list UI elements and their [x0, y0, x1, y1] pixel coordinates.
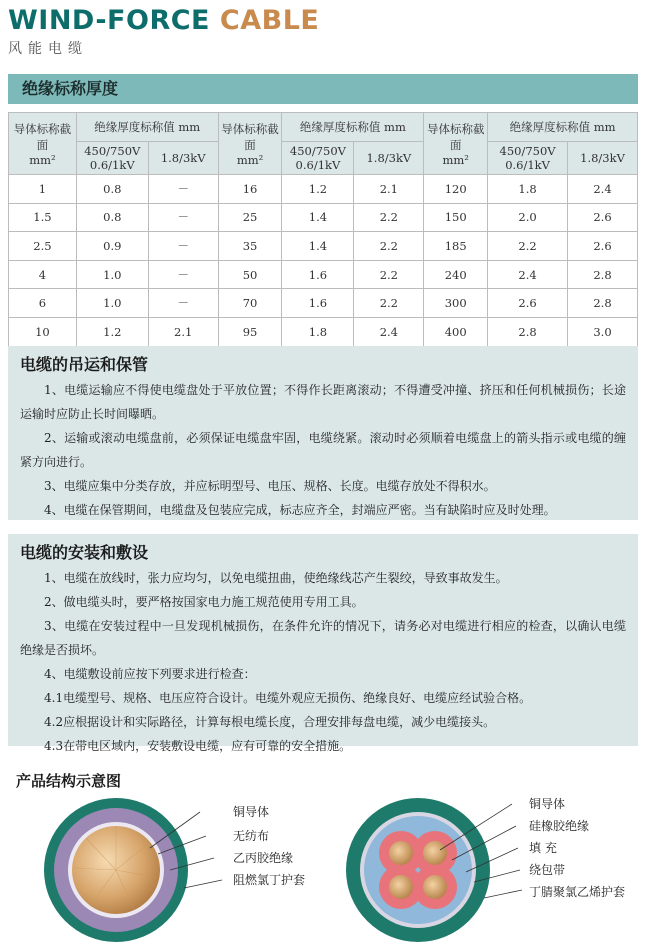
cell-cross-section: 300	[424, 289, 488, 318]
right-label-sheath: 丁腈聚氯乙烯护套	[529, 885, 626, 899]
cell-cross-section: 400	[424, 317, 488, 346]
installation-section	[8, 534, 638, 753]
right-label-binding-tape: 绕包带	[529, 863, 566, 877]
left-label-nonwoven: 无纺布	[233, 829, 270, 843]
header-cross-section	[218, 113, 282, 175]
transport-storage-title: 电缆的吊运和保管	[20, 355, 149, 374]
cell-cross-section: 70	[218, 289, 282, 318]
cell-cross-section: 6	[9, 289, 77, 318]
left-label-epr-insulation: 乙丙胶绝缘	[233, 851, 294, 865]
header-col-a-line2: 0.6/1kV	[295, 158, 341, 172]
cell-thickness: 1.4	[282, 232, 354, 261]
cell-thickness: 1.2	[282, 175, 354, 204]
cell-thickness: 2.8	[568, 289, 638, 318]
header-col-1-8-3kv: 1.8/3kV	[354, 142, 424, 175]
cell-thickness: 2.4	[488, 260, 568, 289]
brand-logo	[8, 6, 319, 36]
cell-thickness: 2.1	[354, 175, 424, 204]
cell-cross-section: 185	[424, 232, 488, 261]
single-core-cable-section	[44, 798, 188, 942]
table-row	[9, 175, 638, 204]
cell-thickness: 2.6	[568, 232, 638, 261]
header-col-450-750v	[488, 142, 568, 175]
cell-thickness: 2.2	[354, 203, 424, 232]
cell-thickness: 2.8	[488, 317, 568, 346]
cell-thickness: 1.8	[488, 175, 568, 204]
filler-area	[364, 816, 472, 924]
cell-cross-section: 16	[218, 175, 282, 204]
cell-thickness: 0.9	[76, 232, 148, 261]
transport-paragraph: 3、电缆应集中分类存放，并应标明型号、电压、规格、长度。电缆存放处不得积水。	[44, 479, 496, 493]
cell-thickness: 2.4	[568, 175, 638, 204]
header-cross-section-unit: mm²	[29, 152, 56, 167]
install-paragraph: 4.3在带电区域内，安装敷设电缆，应有可靠的安全措施。	[44, 739, 352, 753]
cell-cross-section: 4	[9, 260, 77, 289]
cell-thickness: 2.6	[568, 203, 638, 232]
install-paragraph: 4、电缆敷设前应按下列要求进行检查：	[44, 667, 256, 681]
right-label-filler: 填 充	[529, 841, 557, 855]
cell-cross-section: 25	[218, 203, 282, 232]
header-cross-section-label: 导体标称截面	[13, 121, 72, 152]
insulation-thickness-header: 绝缘标称厚度	[8, 74, 638, 104]
cell-thickness: －	[148, 175, 218, 204]
table-row	[9, 260, 638, 289]
left-label-copper-conductor: 铜导体	[233, 805, 270, 819]
cell-thickness: 2.8	[568, 260, 638, 289]
insulation-thickness-table	[8, 112, 638, 347]
cell-thickness: 1.2	[76, 317, 148, 346]
cell-thickness: 2.1	[148, 317, 218, 346]
cell-thickness: －	[148, 203, 218, 232]
cell-cross-section: 240	[424, 260, 488, 289]
cell-cross-section: 95	[218, 317, 282, 346]
cell-thickness: 3.0	[568, 317, 638, 346]
header-col-1-8-3kv: 1.8/3kV	[568, 142, 638, 175]
cell-thickness: 0.8	[76, 175, 148, 204]
cell-cross-section: 50	[218, 260, 282, 289]
header-col-450-750v	[76, 142, 148, 175]
header-col-1-8-3kv: 1.8/3kV	[148, 142, 218, 175]
header-col-a-line2: 0.6/1kV	[89, 158, 135, 172]
cell-cross-section: 1.5	[9, 203, 77, 232]
header-cross-section-label: 导体标称截面	[426, 121, 485, 152]
cell-thickness: 1.6	[282, 289, 354, 318]
structure-diagram-title: 产品结构示意图	[16, 772, 122, 790]
cell-thickness: 1.0	[76, 289, 148, 318]
table-row	[9, 317, 638, 346]
cell-thickness: 2.2	[354, 260, 424, 289]
cell-thickness: 2.2	[354, 289, 424, 318]
cell-thickness: －	[148, 289, 218, 318]
cell-thickness: 1.8	[282, 317, 354, 346]
multi-core-cable-section	[346, 798, 490, 942]
header-col-a-line1: 450/750V	[499, 144, 556, 158]
header-cross-section	[424, 113, 488, 175]
header-thickness: 绝缘厚度标称值 mm	[76, 113, 218, 142]
header-thickness: 绝缘厚度标称值 mm	[488, 113, 638, 142]
cell-thickness: 2.2	[354, 232, 424, 261]
table-row	[9, 203, 638, 232]
header-col-a-line2: 0.6/1kV	[505, 158, 550, 172]
cell-thickness: 1.4	[282, 203, 354, 232]
install-paragraph: 3、电缆在安装过程中一旦发现机械损伤，在条件允许的情况下，请务必对电缆进行相应的检查，以确认电缆绝缘是否损坏。	[20, 619, 626, 657]
right-label-silicone-insulation: 硅橡胶绝缘	[529, 819, 590, 833]
cell-thickness: －	[148, 232, 218, 261]
cell-thickness: 2.0	[488, 203, 568, 232]
header-cross-section-unit: mm²	[442, 152, 469, 167]
header-cross-section	[9, 113, 77, 175]
cell-thickness: 2.6	[488, 289, 568, 318]
brand-name-part2: CABLE	[219, 5, 320, 36]
left-label-sheath: 阻燃氯丁护套	[233, 873, 306, 887]
transport-paragraph: 4、电缆在保管期间，电缆盘及包装应完成，标志应齐全，封端应严密。当有缺陷时应及时处理。	[44, 503, 556, 517]
install-paragraph: 4.2应根据设计和实际路径，计算每根电缆长度，合理安排每盘电缆，减少电缆接头。	[44, 715, 496, 729]
header-thickness: 绝缘厚度标称值 mm	[282, 113, 424, 142]
cell-cross-section: 2.5	[9, 232, 77, 261]
header-cross-section-label: 导体标称截面	[221, 121, 279, 152]
cell-cross-section: 120	[424, 175, 488, 204]
table-row	[9, 289, 638, 318]
cell-thickness: 0.8	[76, 203, 148, 232]
transport-storage-section	[8, 346, 638, 520]
brand-name-part1: WIND-FORCE	[8, 5, 210, 36]
header-col-a-line1: 450/750V	[289, 144, 346, 158]
cell-cross-section: 10	[9, 317, 77, 346]
right-label-copper-conductor: 铜导体	[529, 797, 566, 811]
cell-thickness: 2.2	[488, 232, 568, 261]
install-paragraph: 1、电缆在放线时，张力应均匀，以免电缆扭曲，使绝缘线芯产生裂绞，导致事故发生。	[44, 571, 508, 585]
cell-thickness: 1.6	[282, 260, 354, 289]
header-cross-section-unit: mm²	[236, 152, 264, 167]
cell-cross-section: 35	[218, 232, 282, 261]
transport-paragraph: 1、电缆运输应不得使电缆盘处于平放位置；不得作长距离滚动；不得遭受冲撞、挤压和任何机械损伤；长途运输时应防止长时间曝晒。	[20, 383, 626, 421]
cell-cross-section: 1	[9, 175, 77, 204]
cell-thickness: －	[148, 260, 218, 289]
header-col-a-line1: 450/750V	[84, 144, 141, 158]
cell-cross-section: 150	[424, 203, 488, 232]
brand-subtitle: 风能电缆	[8, 41, 88, 57]
install-paragraph: 2、做电缆头时，要严格按国家电力施工规范使用专用工具。	[44, 595, 364, 609]
cell-thickness: 1.0	[76, 260, 148, 289]
installation-title: 电缆的安装和敷设	[20, 543, 149, 562]
header-col-450-750v	[282, 142, 354, 175]
cell-thickness: 2.4	[354, 317, 424, 346]
table-row	[9, 232, 638, 261]
install-paragraph: 4.1电缆型号、规格、电压应符合设计。电缆外观应无损伤、绝缘良好、电缆应经试验合格。	[44, 691, 532, 705]
transport-paragraph: 2、运输或滚动电缆盘前，必须保证电缆盘牢固，电缆绕紧。滚动时必须顺着电缆盘上的箭头指示或电缆的缠紧方向进行。	[20, 431, 626, 469]
